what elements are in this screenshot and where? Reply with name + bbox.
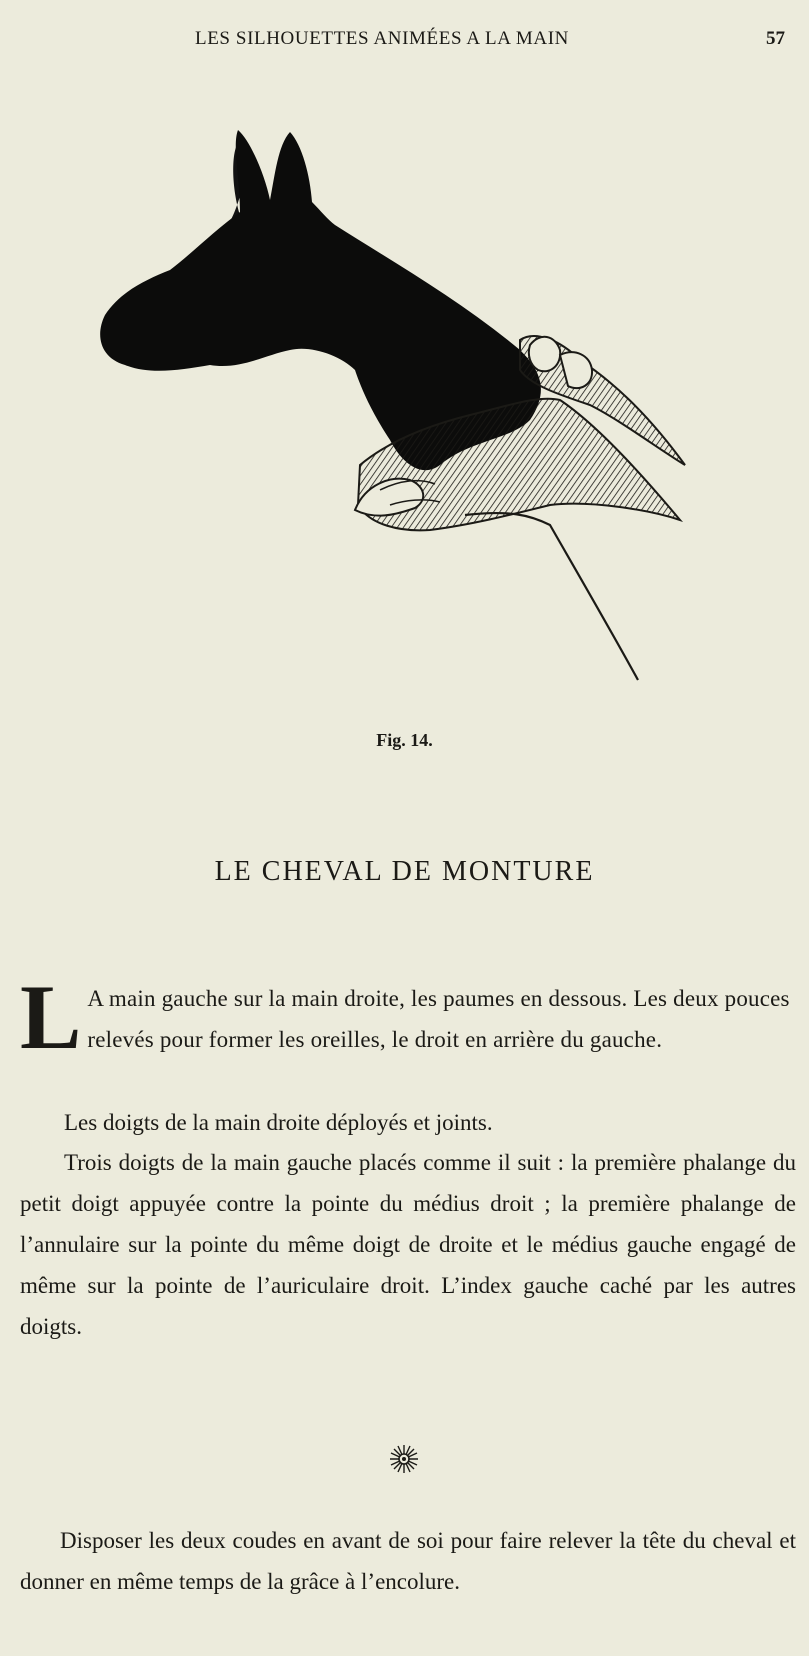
paragraph-3: Trois doigts de la main gauche placés comme il suit : la première phalange du petit doigt appuyée contre la pointe du médius droit ; la première phalange de l’annulaire sur la pointe du même doigt de droite et le médius gauche engagé de même sur la pointe de l’auriculaire droit. L’index gauche caché par les autres doigts. xyxy=(20,1150,796,1339)
section-heading: LE CHEVAL DE MONTURE xyxy=(214,856,595,887)
horse-head-silhouette-image xyxy=(90,120,750,730)
paragraph-1 xyxy=(20,966,796,1068)
page-number: 57 xyxy=(766,28,785,49)
running-title: LES SILHOUETTES ANIMÉES A LA MAIN xyxy=(195,28,569,49)
paragraph-1-text: A main gauche sur la main droite, les paumes en dessous. Les deux pouces relevés pour former les oreilles, le droit en arrière du gauche. xyxy=(87,986,790,1052)
sun-ornament-icon xyxy=(389,1444,419,1474)
horse-shadow-illustration xyxy=(90,120,750,730)
running-head xyxy=(0,28,809,56)
figure-caption: Fig. 14. xyxy=(376,730,433,750)
drop-cap: L xyxy=(20,966,82,1068)
paragraph-2: Les doigts de la main droite déployés et joints. xyxy=(64,1110,493,1135)
paragraph-4: Disposer les deux coudes en avant de soi pour faire relever la tête du cheval et donner en même temps de la grâce à l’encolure. xyxy=(20,1528,796,1594)
